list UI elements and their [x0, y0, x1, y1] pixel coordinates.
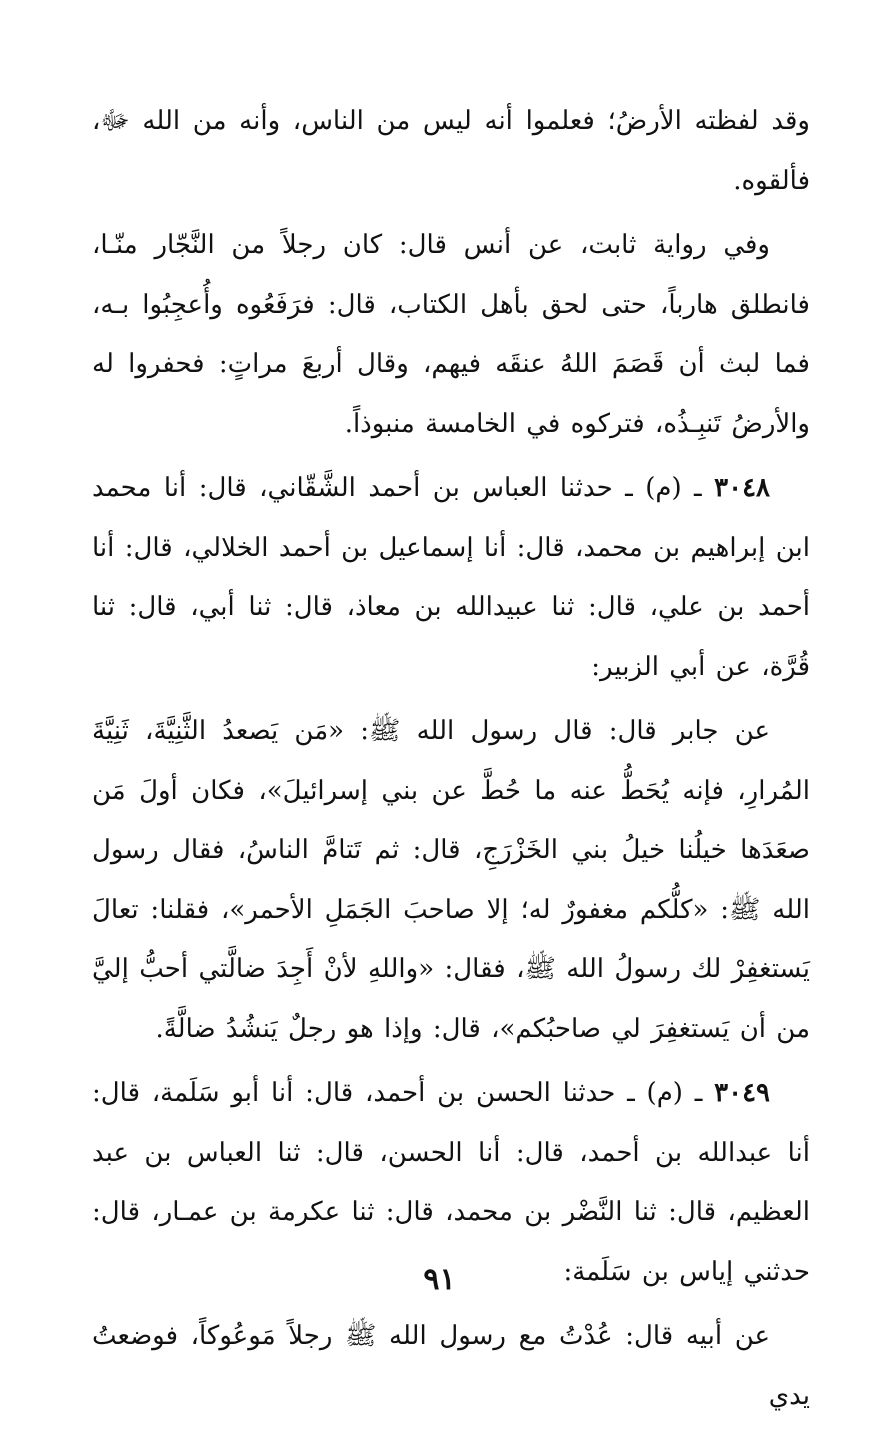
paragraph-text: وفي رواية ثابت، عن أنس قال: كان رجلاً من النَّجّار منّـا، فانطلق هارباً، حتى لحق بأهل الكتاب، قال: فرَفَعُوه وأُعجِبُوا بـه، فما لبث أن قَصَمَ اللهُ عنقَه فيهم، وقال أربعَ مراتٍ: فحفروا له والأرضُ تَنبِـذُه، فتركوه في الخامسة منبوذاً.: [92, 230, 810, 439]
paragraph: [92, 92, 810, 211]
paragraph: [92, 216, 810, 454]
paragraph-text: ـ (م) ـ حدثنا الحسن بن أحمد، قال: أنا أبو سَلَمة، قال: أنا عبدالله بن أحمد، قال: أنا الحسن، قال: ثنا العباس بن عبد العظيم، قال: ثنا النَّضْر بن محمد، قال: ثنا عكرمة بن عمـار، قال: حدثني إياس بن سَلَمة:: [92, 1078, 810, 1287]
page-number: ٩١: [423, 1262, 456, 1297]
paragraph-text: وقد لفظته الأرضُ؛ فعلموا أنه ليس من الناس، وأنه من الله ﷻ، فألقوه.: [92, 106, 810, 196]
hadith-paragraph: [92, 459, 810, 697]
paragraph: [92, 1307, 810, 1426]
paragraph: [92, 702, 810, 1059]
hadith-number: ٣٠٤٩: [714, 1078, 770, 1108]
page-body: [92, 92, 810, 1431]
hadith-number: ٣٠٤٨: [714, 473, 770, 503]
paragraph-text: ـ (م) ـ حدثنا العباس بن أحمد الشَّقّاني، قال: أنا محمد ابن إبراهيم بن محمد، قال: أنا إسماعيل بن أحمد الخلالي، قال: أنا أحمد بن علي، قال: ثنا عبيدالله بن معاذ، قال: ثنا أبي، قال: ثنا قُرَّة، عن أبي الزبير:: [92, 473, 810, 682]
paragraph-text: عن جابر قال: قال رسول الله ﷺ: «مَن يَصعدُ الثَّنِيَّةَ، ثَنِيَّةَ المُرارِ، فإنه يُحَطُّ عنه ما حُطَّ عن بني إسرائيلَ»، فكان أولَ مَن صعَدَها خيلُنا خيلُ بني الخَزْرَجِ، قال: ثم تَتامَّ الناسُ، فقال رسول الله ﷺ: «كلُّكم مغفورٌ له؛ إلا صاحبَ الجَمَلِ الأحمر»، فقلنا: تعالَ يَستغفِرْ لك رسولُ الله ﷺ، فقال: «واللهِ لأنْ أَجِدَ ضالَّتي أحبُّ إليَّ من أن يَستغفِرَ لي صاحبُكم»، قال: وإذا هو رجلٌ يَنشُدُ ضالَّةً.: [92, 716, 810, 1044]
paragraph-text: عن أبيه قال: عُدْتُ مع رسول الله ﷺ رجلاً مَوعُوكاً، فوضعتُ يدي: [92, 1321, 810, 1411]
